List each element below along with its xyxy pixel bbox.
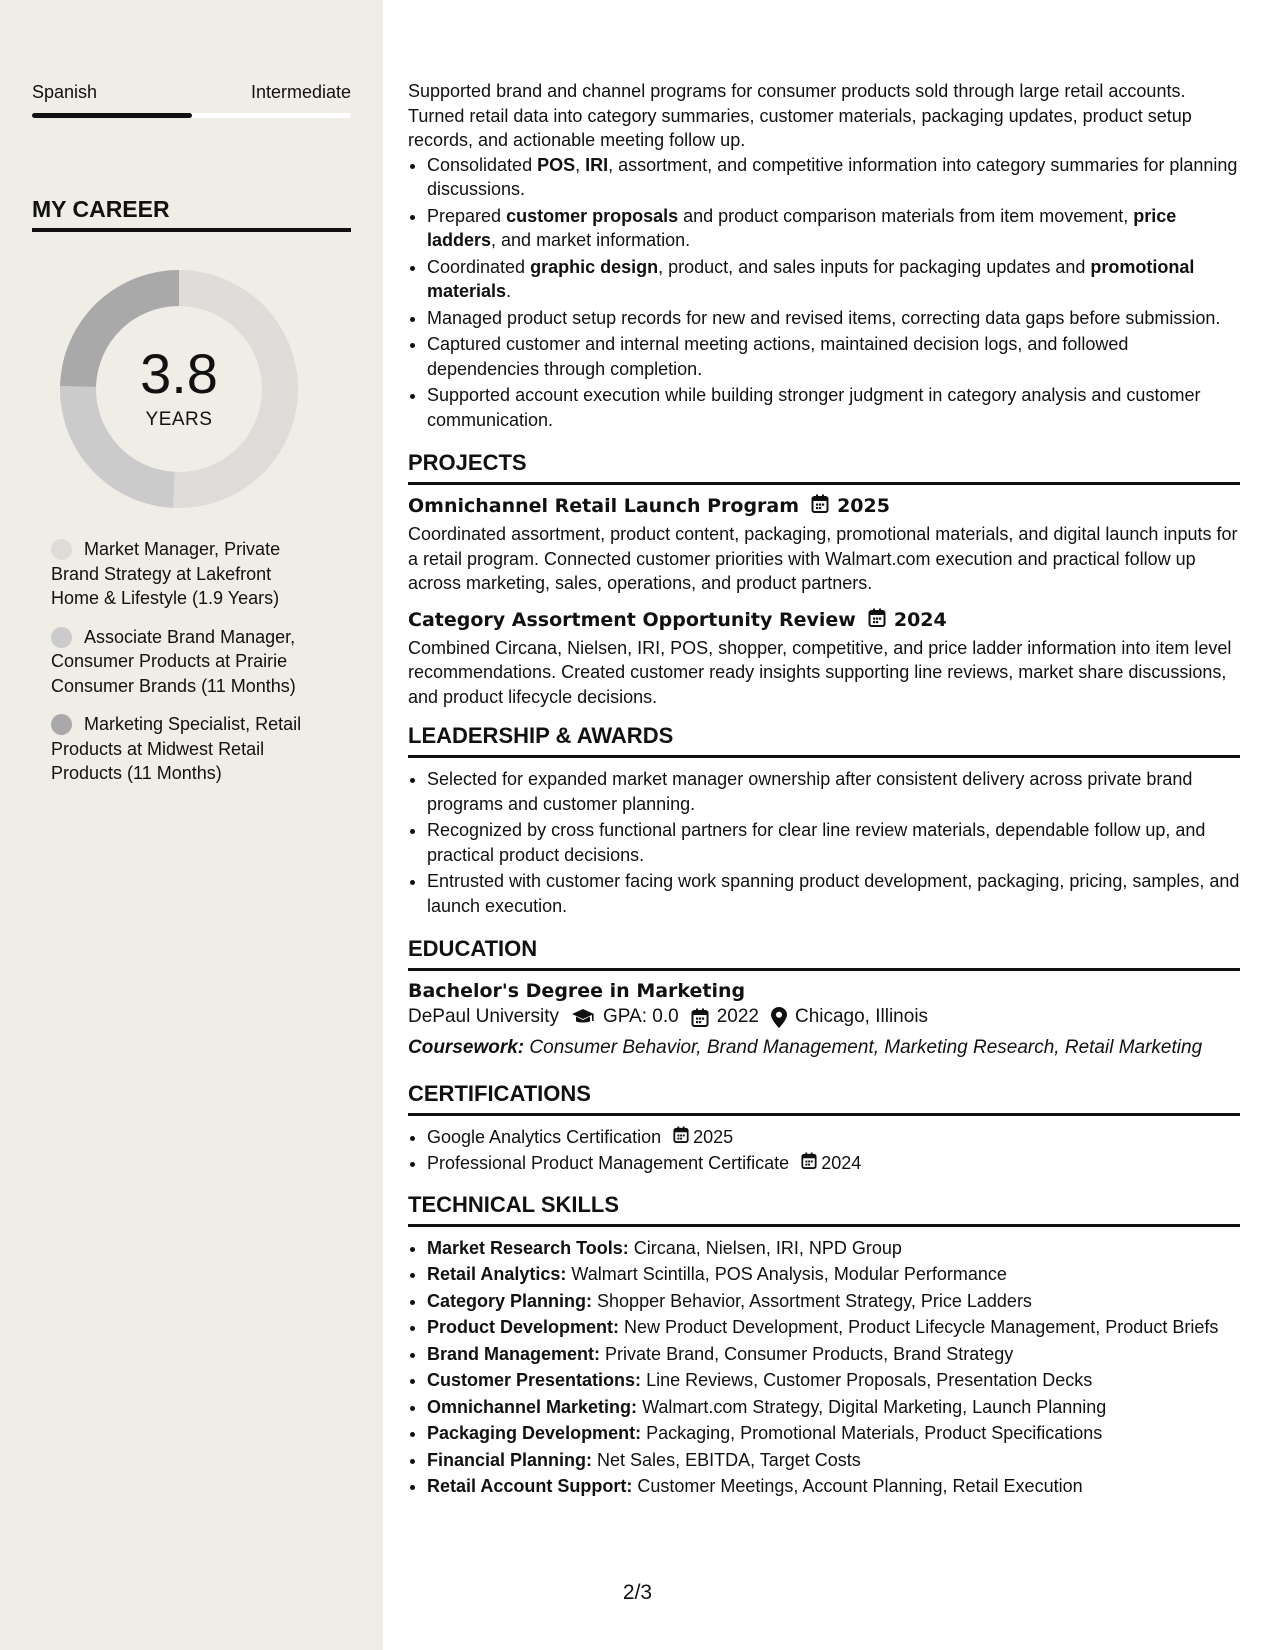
- experience-bullet: [427, 204, 1240, 253]
- bullet-text: , assortment, and competitive information into category summaries for planning discussions.: [427, 154, 1238, 199]
- skill-value: Line Reviews, Customer Proposals, Presentation Decks: [646, 1370, 1093, 1390]
- skills-list: [408, 1236, 1240, 1499]
- skill-item: [427, 1262, 1240, 1287]
- skill-label: Category Planning:: [427, 1290, 593, 1311]
- skill-value: Walmart.com Strategy, Digital Marketing, Launch Planning: [642, 1396, 1107, 1417]
- skill-label: Product Development:: [427, 1317, 620, 1337]
- graduation-cap-icon: [571, 1008, 595, 1026]
- bullet-text: Captured customer and internal meeting actions, maintained decision logs, and followed dependencies through completion.: [427, 334, 1129, 379]
- skill-value: Private Brand, Consumer Products, Brand Strategy: [605, 1343, 1014, 1364]
- skill-label: Brand Management:: [427, 1343, 601, 1364]
- certification-year: 2024: [821, 1153, 862, 1173]
- skill-label: Packaging Development:: [427, 1423, 642, 1443]
- career-list: [51, 537, 321, 800]
- bullet-text: Prepared: [427, 205, 507, 226]
- project-description: Coordinated assortment, product content, packaging, promotional materials, and digital launch inputs for a retail program. Connected customer priorities with Walmart.com execution and practical follow up across marketing, sales, operations, and product partners.: [408, 524, 1238, 593]
- bullet-text: Consolidated: [427, 154, 538, 175]
- skill-value: Circana, Nielsen, IRI, NPD Group: [633, 1237, 902, 1258]
- career-dot: [51, 714, 72, 735]
- bullet-text: Coordinated: [427, 256, 531, 277]
- main-content: [408, 0, 1240, 1501]
- skill-item: [427, 1368, 1240, 1393]
- skill-value: Customer Meetings, Account Planning, Retail Execution: [637, 1476, 1083, 1496]
- experience-summary: Supported brand and channel programs for consumer products sold through large retail accounts. Turned retail data into category summaries, customer materials, packaging updates, product setup records, and actionable meeting follow up.: [408, 81, 1192, 150]
- bold-keyword: customer proposals: [506, 205, 679, 226]
- certification-row: [427, 1151, 861, 1176]
- sidebar: [0, 0, 383, 1650]
- bold-keyword: promotional materials: [427, 256, 1195, 301]
- project-year: 2024: [893, 608, 947, 631]
- skill-label: Customer Presentations:: [427, 1370, 642, 1390]
- leadership-heading: LEADERSHIP & AWARDS: [408, 723, 1240, 758]
- experience-bullet: [427, 332, 1240, 381]
- page-number: 2/3: [622, 1581, 653, 1604]
- skill-item: [427, 1474, 1240, 1499]
- skill-item: [427, 1289, 1240, 1314]
- coursework: [408, 1036, 1240, 1061]
- calendar-icon: [691, 1008, 709, 1027]
- bullet-text: , and market information.: [491, 230, 691, 250]
- coursework-label: Coursework:: [408, 1037, 525, 1058]
- calendar-icon: [673, 1125, 689, 1150]
- leadership-item: • Selected for expanded market manager ownership after consistent delivery across private brand programs and customer planning.: [427, 767, 1240, 816]
- experience-bullet: [427, 255, 1240, 304]
- education-meta: [408, 1006, 1240, 1028]
- project-year: 2025: [837, 495, 890, 517]
- skill-item: [427, 1236, 1240, 1261]
- certification-item: [427, 1151, 1240, 1176]
- certification-name: • Professional Product Management Certificate: [427, 1153, 790, 1173]
- language-level: Intermediate: [250, 82, 351, 102]
- project-title-row: [408, 608, 1240, 632]
- career-item: [51, 625, 321, 699]
- leadership-item: • Entrusted with customer facing work spanning product development, packaging, pricing, samples, and launch execution.: [427, 869, 1240, 918]
- skill-value: Packaging, Promotional Materials, Product Specifications: [646, 1423, 1103, 1443]
- career-total-years: 3.8: [140, 342, 218, 405]
- bold-keyword: price ladders: [427, 205, 1177, 250]
- career-item: [51, 537, 321, 611]
- gpa: GPA: 0.0: [603, 1006, 679, 1027]
- bullet-text: Managed product setup records for new and revised items, correcting data gaps before submission.: [427, 307, 1221, 328]
- leadership-list: [408, 767, 1240, 918]
- career-total-unit: YEARS: [145, 409, 213, 430]
- skill-label: Financial Planning:: [427, 1449, 593, 1470]
- projects-heading: PROJECTS: [408, 450, 1240, 485]
- education-entry: [408, 980, 1240, 1061]
- projects-list: [408, 494, 1240, 709]
- career-dot: [51, 539, 72, 560]
- skill-value: Net Sales, EBITDA, Target Costs: [597, 1449, 861, 1470]
- bullet-text: , product, and sales inputs for packaging updates and: [658, 256, 1091, 277]
- certifications-heading: CERTIFICATIONS: [408, 1081, 1240, 1116]
- school-name: DePaul University: [408, 1006, 559, 1027]
- graduation-year: 2022: [716, 1006, 759, 1027]
- calendar-icon: [801, 1151, 817, 1176]
- location-pin-icon: [771, 1007, 787, 1028]
- project-entry: [408, 608, 1240, 710]
- project-title-row: [408, 494, 1240, 518]
- bullet-text: .: [506, 281, 512, 301]
- career-role-text: Associate Brand Manager, Consumer Products at Prairie Consumer Brands (11 Months): [51, 626, 296, 696]
- skill-value: New Product Development, Product Lifecycle Management, Product Briefs: [624, 1317, 1219, 1337]
- skill-item: [427, 1395, 1240, 1420]
- bullet-text: and product comparison materials from item movement,: [678, 205, 1134, 226]
- skills-heading: TECHNICAL SKILLS: [408, 1192, 1240, 1227]
- bullet-text: Supported account execution while building stronger judgment in category analysis and customer communication.: [427, 385, 1201, 430]
- career-heading: MY CAREER: [32, 196, 351, 232]
- project-title: Omnichannel Retail Launch Program: [408, 495, 800, 517]
- education-heading: EDUCATION: [408, 936, 1240, 971]
- project-description: Combined Circana, Nielsen, IRI, POS, shopper, competitive, and price ladder information into item level recommendations. Created customer ready insights supporting line reviews, market share discussions, and product lifecycle decisions.: [408, 637, 1232, 707]
- skill-item: [427, 1448, 1240, 1473]
- certification-item: [427, 1125, 1240, 1150]
- degree-title: Bachelor's Degree in Marketing: [408, 980, 746, 1002]
- language-proficiency-bar: [32, 113, 351, 118]
- experience-bullet: [427, 383, 1240, 432]
- project-title: Category Assortment Opportunity Review: [408, 608, 856, 631]
- skill-label: Omnichannel Marketing:: [427, 1396, 638, 1417]
- experience-bullet: [427, 153, 1240, 202]
- career-role-text: Marketing Specialist, Retail Products at Midwest Retail Products (11 Months): [51, 714, 302, 783]
- language-name: Spanish: [32, 82, 98, 102]
- page-footer: [0, 1581, 1275, 1605]
- leadership-item: • Recognized by cross functional partners for clear line review materials, dependable follow up, and practical product decisions.: [427, 818, 1240, 867]
- language-proficiency-fill: [32, 113, 192, 118]
- school-location: Chicago, Illinois: [794, 1006, 929, 1027]
- career-dot: [51, 627, 72, 648]
- bold-keyword: IRI: [585, 154, 609, 175]
- bullet-text: ,: [575, 154, 586, 175]
- experience-bullet: [427, 306, 1240, 331]
- skill-label: Retail Analytics:: [427, 1264, 567, 1284]
- bold-keyword: POS: [537, 154, 576, 175]
- calendar-icon: [811, 494, 829, 518]
- skill-label: Market Research Tools:: [427, 1237, 629, 1258]
- career-role-text: Market Manager, Private Brand Strategy at Lakefront Home & Lifestyle (1.9 Years): [51, 539, 281, 608]
- skill-item: [427, 1421, 1240, 1446]
- language-row: [32, 82, 351, 103]
- coursework-list: Consumer Behavior, Brand Management, Marketing Research, Retail Marketing: [529, 1037, 1203, 1058]
- skill-value: Shopper Behavior, Assortment Strategy, Price Ladders: [597, 1290, 1032, 1311]
- certifications-list: [408, 1125, 1240, 1176]
- skill-value: Walmart Scintilla, POS Analysis, Modular Performance: [571, 1264, 1007, 1284]
- career-item: [51, 712, 321, 786]
- bold-keyword: graphic design: [530, 256, 659, 277]
- skill-item: [427, 1315, 1240, 1340]
- skill-label: Retail Account Support:: [427, 1476, 633, 1496]
- experience-bullets: [408, 153, 1240, 433]
- certification-name: • Google Analytics Certification: [427, 1126, 662, 1147]
- certification-year: 2025: [693, 1126, 734, 1147]
- calendar-icon: [868, 608, 886, 632]
- certification-row: [427, 1125, 733, 1150]
- skill-item: [427, 1342, 1240, 1367]
- project-entry: [408, 494, 1240, 596]
